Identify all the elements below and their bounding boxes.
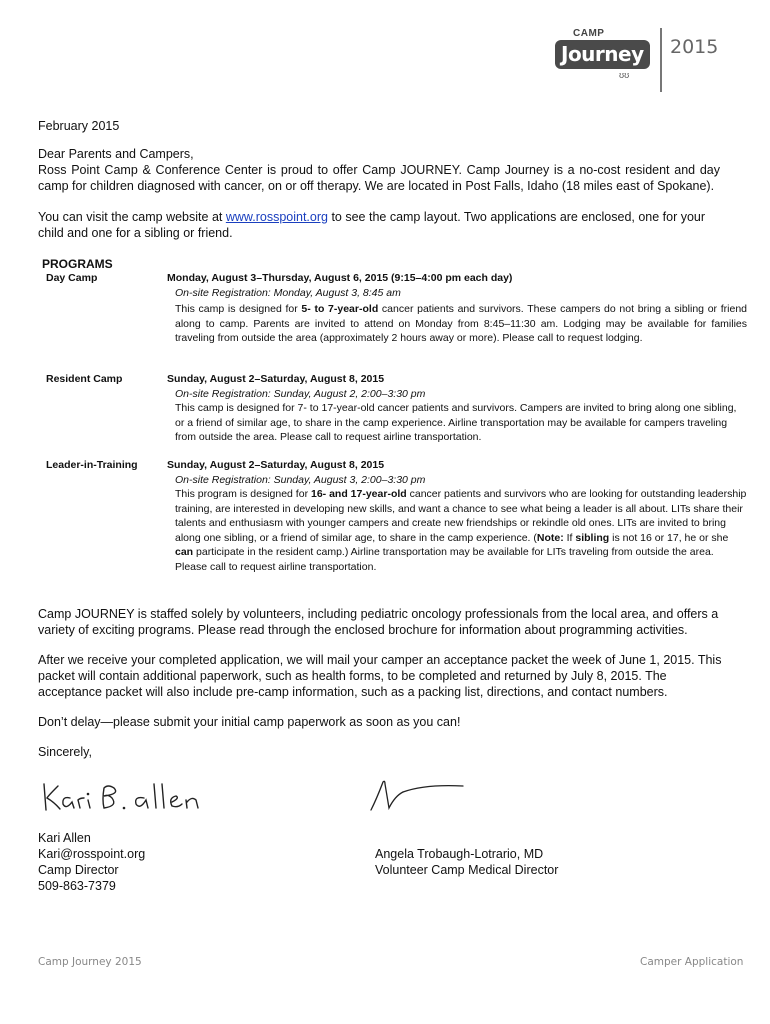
desc-note-bold: Note: <box>536 531 564 544</box>
program-dates: Monday, August 3–Thursday, August 6, 2015 (9:15–4:00 pm each day) <box>167 272 513 284</box>
footprints-icon: ʊʊ <box>619 70 630 80</box>
desc-age-bold: 16- and 17-year-old <box>310 488 407 500</box>
header-divider <box>660 28 662 92</box>
website-paragraph <box>38 209 720 241</box>
program-day-camp <box>167 271 747 346</box>
after-paragraph: After we receive your completed application, we will mail your camper an acceptance packet the week of June 1, 2015. This packet will contain additional paperwork, such as health forms, to be completed and returned by July 8, 2015. The acceptance packet will also include pre-camp information, such as a packing list, directions, and contact numbers. <box>38 653 722 699</box>
program-resident-camp <box>167 372 747 445</box>
signature-kari-allen <box>38 776 208 816</box>
signer1-block <box>38 830 145 894</box>
salutation: Dear Parents and Campers, <box>38 147 194 161</box>
desc-part: participate in the resident camp.) Airline transportation may be available for LITs traveling from outside the area. Please call to request airline transportation. <box>175 546 714 573</box>
programs-heading: PROGRAMS <box>42 257 113 271</box>
signer2-block <box>375 846 558 878</box>
intro-paragraph: Ross Point Camp & Conference Center is proud to offer Camp JOURNEY. Camp Journey is a no-cost resident and day camp for children diagnosed with cancer, on or off therapy. We are located in Post Falls, Idaho (18 miles east of Spokane). <box>38 163 720 193</box>
desc-sibling-bold: sibling <box>575 531 610 544</box>
program-description <box>167 302 747 346</box>
logo-camp-text: CAMP <box>573 28 605 39</box>
program-leader-in-training <box>167 458 747 574</box>
desc-part: is not 16 or 17, he or she <box>609 531 729 544</box>
signer1-name: Kari Allen <box>38 831 91 845</box>
signer1-phone: 509-863-7379 <box>38 879 116 893</box>
program-registration: On-site Registration: Monday, August 3, 8:45 am <box>175 286 401 299</box>
program-dates: Sunday, August 2–Saturday, August 8, 2015 <box>167 459 385 471</box>
desc-text-rest: cancer patients and survivors. These campers do not bring a sibling or friend along to camp. Parents are invited to attend on Monday from 8:45–11:30 am. Lodging may be available for families traveling from outside the area (approximately 2 hours away or more). Please call to request lodging. <box>175 303 748 344</box>
program-description: This camp is designed for 7- to 17-year-old cancer patients and survivors. Campers are invited to bring along one sibling, or a friend of similar age, to share in the camp experience. Airline transportation may be available for campers traveling from outside the area. Please call to request airline transportation. <box>175 402 737 443</box>
desc-part: This program is designed for <box>175 488 311 500</box>
program-registration: On-site Registration: Sunday, August 3, 2:00–3:30 pm <box>175 473 426 486</box>
desc-part: cancer patients and survivors who are looking for outstanding leadership training, are interested in developing new skills, and want a chance to see what being a leader is all about. LITs share their talents and enthusiasm with younger campers and create new friendships or rekindle old ones. LITs are invited to bring along one sibling, or a friend of similar age, to share in the camp experience. ( <box>175 488 747 544</box>
signer1-title: Camp Director <box>38 863 119 877</box>
camp-journey-logo <box>553 24 649 88</box>
website-text-post: to see the camp layout. Two applications are enclosed, one for your child and one for a sibling or friend. <box>38 210 706 240</box>
program-label-resident-camp: Resident Camp <box>46 373 123 385</box>
program-dates: Sunday, August 2–Saturday, August 8, 2015 <box>167 373 385 385</box>
program-description <box>167 487 747 574</box>
signer1-email: Kari@rosspoint.org <box>38 847 146 861</box>
website-text-pre: You can visit the camp website at <box>38 210 226 224</box>
signature-angela-trobaugh-lotrario <box>365 776 470 816</box>
staffed-paragraph: Camp JOURNEY is staffed solely by volunteers, including pediatric oncology professionals from the local area, and offers a variety of exciting programs. Please read through the enclosed brochure for information about programming activities. <box>38 607 719 637</box>
signer2-title: Volunteer Camp Medical Director <box>375 863 559 877</box>
program-registration: On-site Registration: Sunday, August 2, 2:00–3:30 pm <box>175 387 426 400</box>
program-label-leader-in-training: Leader-in-Training <box>46 459 138 471</box>
website-link[interactable]: www.rosspoint.org <box>225 210 328 224</box>
footer-left: Camp Journey 2015 <box>38 956 142 968</box>
footer-right: Camper Application <box>640 956 744 968</box>
dont-delay-paragraph: Don’t delay—please submit your initial camp paperwork as soon as you can! <box>38 715 461 729</box>
desc-part: If <box>563 531 576 544</box>
logo-journey-text: Journey <box>555 40 650 69</box>
desc-text: This camp is designed for <box>175 303 302 315</box>
closing: Sincerely, <box>38 745 92 759</box>
desc-can-bold: can <box>175 546 194 558</box>
letter-date: February 2015 <box>38 119 120 133</box>
header-year: 2015 <box>670 36 719 58</box>
desc-age-bold: 5- to 7-year-old <box>301 303 379 315</box>
program-label-day-camp: Day Camp <box>46 272 98 284</box>
signer2-name: Angela Trobaugh-Lotrario, MD <box>375 847 544 861</box>
